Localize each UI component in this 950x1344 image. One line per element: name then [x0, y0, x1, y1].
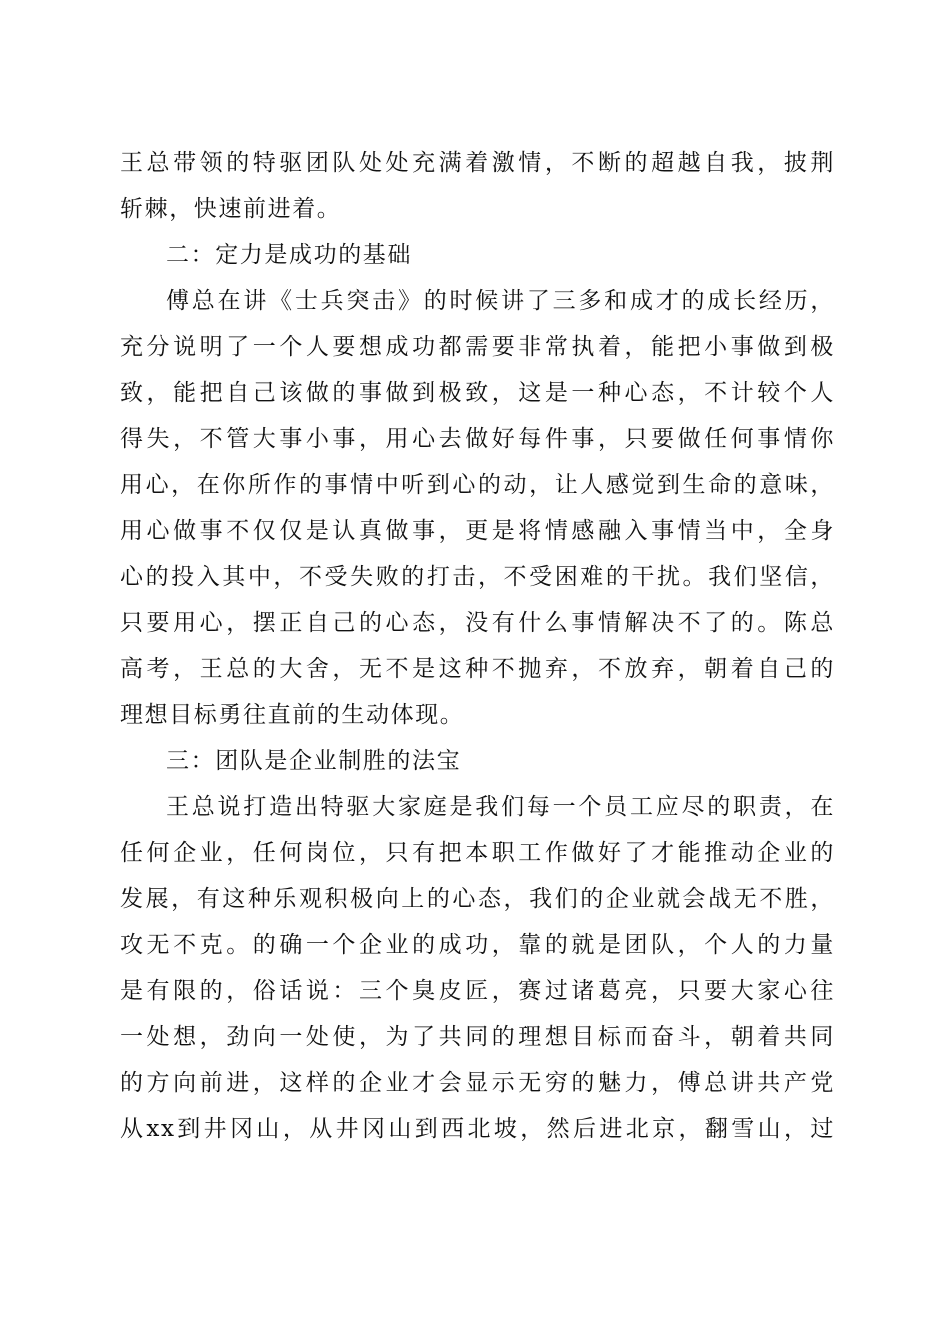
text-line: 一处想，劲向一处使，为了共同的理想目标而奋斗，朝着共同: [120, 1024, 835, 1050]
text-line: 任何企业，任何岗位，只有把本职工作做好了才能推动企业的: [120, 840, 835, 866]
text-line: 高考，王总的大舍，无不是这种不抛弃，不放弃，朝着自己的: [120, 656, 835, 682]
text-line: 二：定力是成功的基础: [166, 242, 412, 268]
text-line: 用心，在你所作的事情中听到心的动，让人感觉到生命的意味，: [120, 472, 835, 498]
text-line: 从xx到井冈山，从井冈山到西北坡，然后进北京，翻雪山，过: [120, 1116, 835, 1142]
text-line: 王总带领的特驱团队处处充满着激情，不断的超越自我，披荆: [120, 150, 835, 176]
text-line: 理想目标勇往直前的生动体现。: [120, 702, 465, 728]
text-line: 充分说明了一个人要想成功都需要非常执着，能把小事做到极: [120, 334, 835, 360]
text-line: 只要用心，摆正自己的心态，没有什么事情解决不了的。陈总: [120, 610, 835, 636]
text-line: 的方向前进，这样的企业才会显示无穷的魅力，傅总讲共产党: [120, 1070, 835, 1096]
text-line: 傅总在讲《士兵突击》的时候讲了三多和成才的成长经历，: [166, 288, 835, 314]
text-line: 得失，不管大事小事，用心去做好每件事，只要做任何事情你: [120, 426, 835, 452]
text-line: 斩棘，快速前进着。: [120, 196, 342, 222]
text-line: 三：团队是企业制胜的法宝: [166, 748, 462, 774]
text-line: 心的投入其中，不受失败的打击，不受困难的干扰。我们坚信，: [120, 564, 835, 590]
document-body: [120, 140, 835, 1152]
text-line: 是有限的，俗话说：三个臭皮匠，赛过诸葛亮，只要大家心往: [120, 978, 835, 1004]
text-line: 王总说打造出特驱大家庭是我们每一个员工应尽的职责，在: [166, 794, 835, 820]
text-line: 发展，有这种乐观积极向上的心态，我们的企业就会战无不胜，: [120, 886, 835, 912]
text-line: 用心做事不仅仅是认真做事，更是将情感融入事情当中，全身: [120, 518, 835, 544]
text-line: 致，能把自己该做的事做到极致，这是一种心态，不计较个人: [120, 380, 835, 406]
text-line: 攻无不克。的确一个企业的成功，靠的就是团队，个人的力量: [120, 932, 835, 958]
